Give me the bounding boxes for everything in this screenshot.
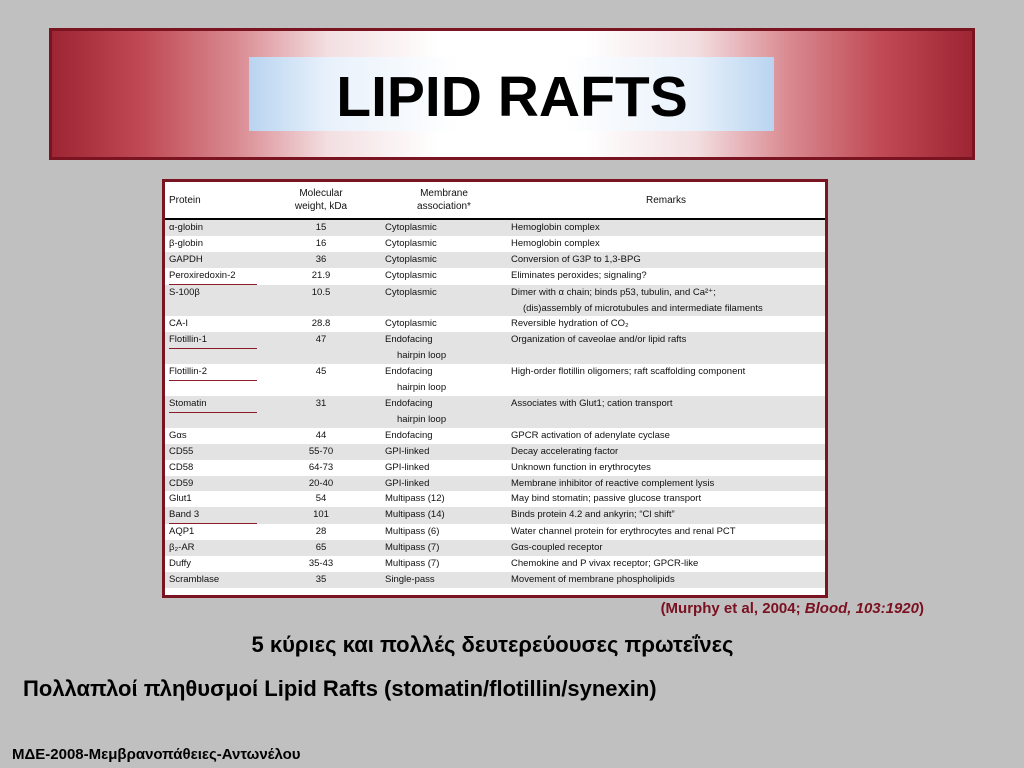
- table-row: [165, 236, 825, 252]
- table-row: [165, 268, 825, 285]
- cell-remarks: [507, 540, 825, 556]
- remarks-text: GPCR activation of adenylate cyclase: [511, 429, 670, 441]
- cell-membrane-association: [381, 428, 507, 444]
- association-text: Cytoplasmic: [385, 222, 437, 233]
- cell-protein: [165, 540, 261, 556]
- protein-name: AQP1: [169, 526, 195, 538]
- cell-molecular-weight: 45: [315, 366, 327, 378]
- cell-membrane-association: [381, 556, 507, 572]
- remarks-text: Chemokine and P vivax receptor; GPCR-like: [511, 558, 699, 570]
- cell-protein: [165, 396, 261, 428]
- protein-name: CD59: [169, 477, 194, 489]
- cell-membrane-association: [381, 491, 507, 507]
- remarks-text: Unknown function in erythrocytes: [511, 461, 651, 473]
- remarks-text: Hemoglobin complex: [511, 222, 600, 233]
- association-text: Cytoplasmic: [385, 286, 437, 298]
- cell-remarks: [507, 476, 825, 492]
- cell-membrane-association: [381, 476, 507, 492]
- header-remarks: Remarks: [507, 182, 825, 219]
- protein-name: CA-I: [169, 318, 188, 330]
- remarks-text: Decay accelerating factor: [511, 445, 619, 457]
- association-text: Endofacing: [385, 397, 433, 409]
- association-text: GPI-linked: [385, 461, 430, 473]
- table-row: [165, 444, 825, 460]
- cell-membrane-association: [381, 252, 507, 268]
- cell-remarks: [507, 524, 825, 540]
- association-text: Multipass (7): [385, 542, 440, 554]
- cell-remarks: [507, 507, 825, 524]
- cell-protein: [165, 476, 261, 492]
- association-text: Endofacing: [385, 366, 433, 378]
- cell-membrane-association: [381, 507, 507, 524]
- protein-name: Gαs: [169, 429, 187, 441]
- remarks-text: Membrane inhibitor of reactive complement lysis: [511, 477, 715, 489]
- cell-protein: [165, 268, 261, 285]
- table-row: [165, 316, 825, 332]
- remarks-text: Water channel protein for erythrocytes and renal PCT: [511, 526, 736, 538]
- cell-molecular-weight: 28: [315, 526, 327, 538]
- protein-name: β-globin: [169, 237, 203, 249]
- cell-molecular-weight: 10.5: [261, 285, 381, 317]
- cell-molecular-weight: 54: [315, 493, 327, 505]
- protein-name: CD55: [169, 445, 194, 457]
- cell-membrane-association: [381, 364, 507, 396]
- remarks-text: Binds protein 4.2 and ankyrin; “Cl shift”: [511, 509, 675, 521]
- cell-molecular-weight: 64-73: [308, 461, 334, 473]
- cell-protein: [165, 285, 261, 317]
- cell-remarks: [507, 219, 825, 236]
- association-text: Single-pass: [385, 573, 435, 585]
- protein-name: Glut1: [169, 493, 192, 505]
- remarks-text: Dimer with α chain; binds p53, tubulin, and Ca²⁺;: [511, 286, 716, 298]
- cell-protein: [165, 364, 261, 396]
- cell-molecular-weight: 101: [261, 507, 381, 524]
- cell-molecular-weight: 47: [261, 332, 381, 364]
- cell-remarks: [507, 252, 825, 268]
- association-subtext: hairpin loop: [397, 413, 447, 425]
- cell-membrane-association: [381, 524, 507, 540]
- table-row: [165, 507, 825, 524]
- table-row: [165, 285, 825, 317]
- protein-name: Scramblase: [169, 573, 220, 585]
- table-header-row: [165, 182, 825, 219]
- cell-membrane-association: [381, 316, 507, 332]
- protein-name: Band 3: [169, 507, 257, 524]
- cell-membrane-association: [381, 460, 507, 476]
- cell-molecular-weight: 44: [315, 429, 327, 441]
- cell-protein: [165, 524, 261, 540]
- association-text: Multipass (12): [385, 493, 445, 505]
- cell-protein: [165, 219, 261, 236]
- cell-protein: [165, 507, 261, 524]
- cell-molecular-weight: 35: [261, 572, 381, 588]
- table-row: [165, 491, 825, 507]
- cell-molecular-weight: 55-70: [261, 444, 381, 460]
- cell-molecular-weight: 16: [315, 237, 327, 249]
- cell-membrane-association: [381, 572, 507, 588]
- cell-protein: [165, 556, 261, 572]
- cell-remarks: [507, 332, 825, 364]
- cell-protein: [165, 491, 261, 507]
- remarks-text: Reversible hydration of CO₂: [511, 318, 629, 330]
- cell-membrane-association: [381, 444, 507, 460]
- cell-remarks: [507, 428, 825, 444]
- cell-protein: [165, 316, 261, 332]
- cell-membrane-association: [381, 268, 507, 285]
- cell-protein: [165, 252, 261, 268]
- cell-remarks: [507, 268, 825, 285]
- association-text: Cytoplasmic: [385, 253, 437, 265]
- cell-membrane-association: [381, 332, 507, 364]
- table-row: [165, 428, 825, 444]
- cell-remarks: [507, 491, 825, 507]
- association-text: Multipass (7): [385, 558, 440, 570]
- remarks-continuation: (dis)assembly of microtubules and intermediate filaments: [523, 302, 763, 314]
- slide-title: LIPID RAFTS: [336, 65, 688, 129]
- remarks-text: Organization of caveolae and/or lipid rafts: [511, 334, 687, 346]
- protein-name: CD58: [169, 461, 194, 473]
- protein-name: GAPDH: [169, 253, 203, 265]
- remarks-text: Gαs-coupled receptor: [511, 542, 603, 554]
- header-protein: Protein: [165, 182, 261, 219]
- remarks-text: Conversion of G3P to 1,3-BPG: [511, 253, 641, 265]
- cell-protein: [165, 444, 261, 460]
- table-row: [165, 252, 825, 268]
- protein-table: [165, 182, 825, 588]
- cell-protein: [165, 572, 261, 588]
- cell-protein: [165, 428, 261, 444]
- cell-protein: [165, 460, 261, 476]
- table-row: [165, 556, 825, 572]
- protein-name: β₂-AR: [169, 542, 195, 554]
- cell-molecular-weight: 31: [261, 396, 381, 428]
- protein-name: Stomatin: [169, 396, 257, 413]
- summary-line-proteins: 5 κύριες και πολλές δευτερεύουσες πρωτεΐνες: [251, 632, 734, 657]
- remarks-text: Movement of membrane phospholipids: [511, 573, 675, 585]
- table-row: [165, 572, 825, 588]
- header-membrane-association: Membrane association*: [381, 182, 507, 219]
- association-text: GPI-linked: [385, 445, 430, 457]
- cell-membrane-association: [381, 236, 507, 252]
- cell-remarks: [507, 236, 825, 252]
- cell-remarks: [507, 460, 825, 476]
- cell-protein: [165, 332, 261, 364]
- cell-membrane-association: [381, 540, 507, 556]
- cell-molecular-weight: 15: [261, 219, 381, 236]
- protein-table-figure: [162, 179, 828, 598]
- cell-remarks: [507, 396, 825, 428]
- association-text: Multipass (6): [385, 526, 440, 538]
- protein-name: Flotillin-1: [169, 332, 257, 349]
- cell-molecular-weight: 21.9: [311, 269, 331, 281]
- protein-name: Duffy: [169, 558, 192, 570]
- cell-membrane-association: [381, 396, 507, 428]
- association-text: Cytoplasmic: [385, 269, 437, 281]
- cell-remarks: [507, 316, 825, 332]
- cell-remarks: [507, 572, 825, 588]
- remarks-text: Associates with Glut1; cation transport: [511, 397, 673, 409]
- association-text: Endofacing: [385, 334, 433, 346]
- protein-name: α-globin: [169, 222, 204, 233]
- cell-membrane-association: [381, 285, 507, 317]
- header-molecular-weight: Molecular weight, kDa: [261, 182, 381, 219]
- association-text: Cytoplasmic: [385, 237, 437, 249]
- association-text: Cytoplasmic: [385, 318, 437, 330]
- remarks-text: May bind stomatin; passive glucose transport: [511, 493, 702, 505]
- table-row: [165, 219, 825, 236]
- cell-molecular-weight: 36: [261, 252, 381, 268]
- remarks-text: Eliminates peroxides; signaling?: [511, 269, 647, 281]
- table-row: [165, 396, 825, 428]
- cell-remarks: [507, 285, 825, 317]
- table-row: [165, 540, 825, 556]
- cell-molecular-weight: 35-43: [308, 558, 334, 570]
- protein-name: S-100β: [169, 286, 200, 298]
- table-row: [165, 524, 825, 540]
- cell-remarks: [507, 364, 825, 396]
- association-text: GPI-linked: [385, 477, 430, 489]
- cell-remarks: [507, 556, 825, 572]
- protein-name: Peroxiredoxin-2: [169, 268, 257, 285]
- citation: (Murphy et al, 2004; Blood, 103:1920): [660, 600, 924, 617]
- table-row: [165, 460, 825, 476]
- association-subtext: hairpin loop: [397, 382, 447, 394]
- remarks-text: Hemoglobin complex: [511, 237, 600, 249]
- cell-protein: [165, 236, 261, 252]
- summary-line-raft-populations: Πολλαπλοί πληθυσμοί Lipid Rafts (stomatin/flotillin/synexin): [23, 676, 657, 701]
- table-row: [165, 332, 825, 364]
- table-row: [165, 364, 825, 396]
- association-text: Endofacing: [385, 429, 433, 441]
- title-banner: [49, 28, 975, 160]
- cell-molecular-weight: 28.8: [311, 318, 331, 330]
- slide-footer: ΜΔΕ-2008-Μεμβρανοπάθειες-Αντωνέλου: [12, 746, 301, 763]
- cell-remarks: [507, 444, 825, 460]
- protein-name: Flotillin-2: [169, 364, 257, 381]
- table-row: [165, 476, 825, 492]
- cell-molecular-weight: 20-40: [261, 476, 381, 492]
- remarks-text: High-order flotillin oligomers; raft scaffolding component: [511, 366, 746, 378]
- association-subtext: hairpin loop: [397, 350, 447, 362]
- cell-membrane-association: [381, 219, 507, 236]
- association-text: Multipass (14): [385, 509, 445, 521]
- cell-molecular-weight: 65: [261, 540, 381, 556]
